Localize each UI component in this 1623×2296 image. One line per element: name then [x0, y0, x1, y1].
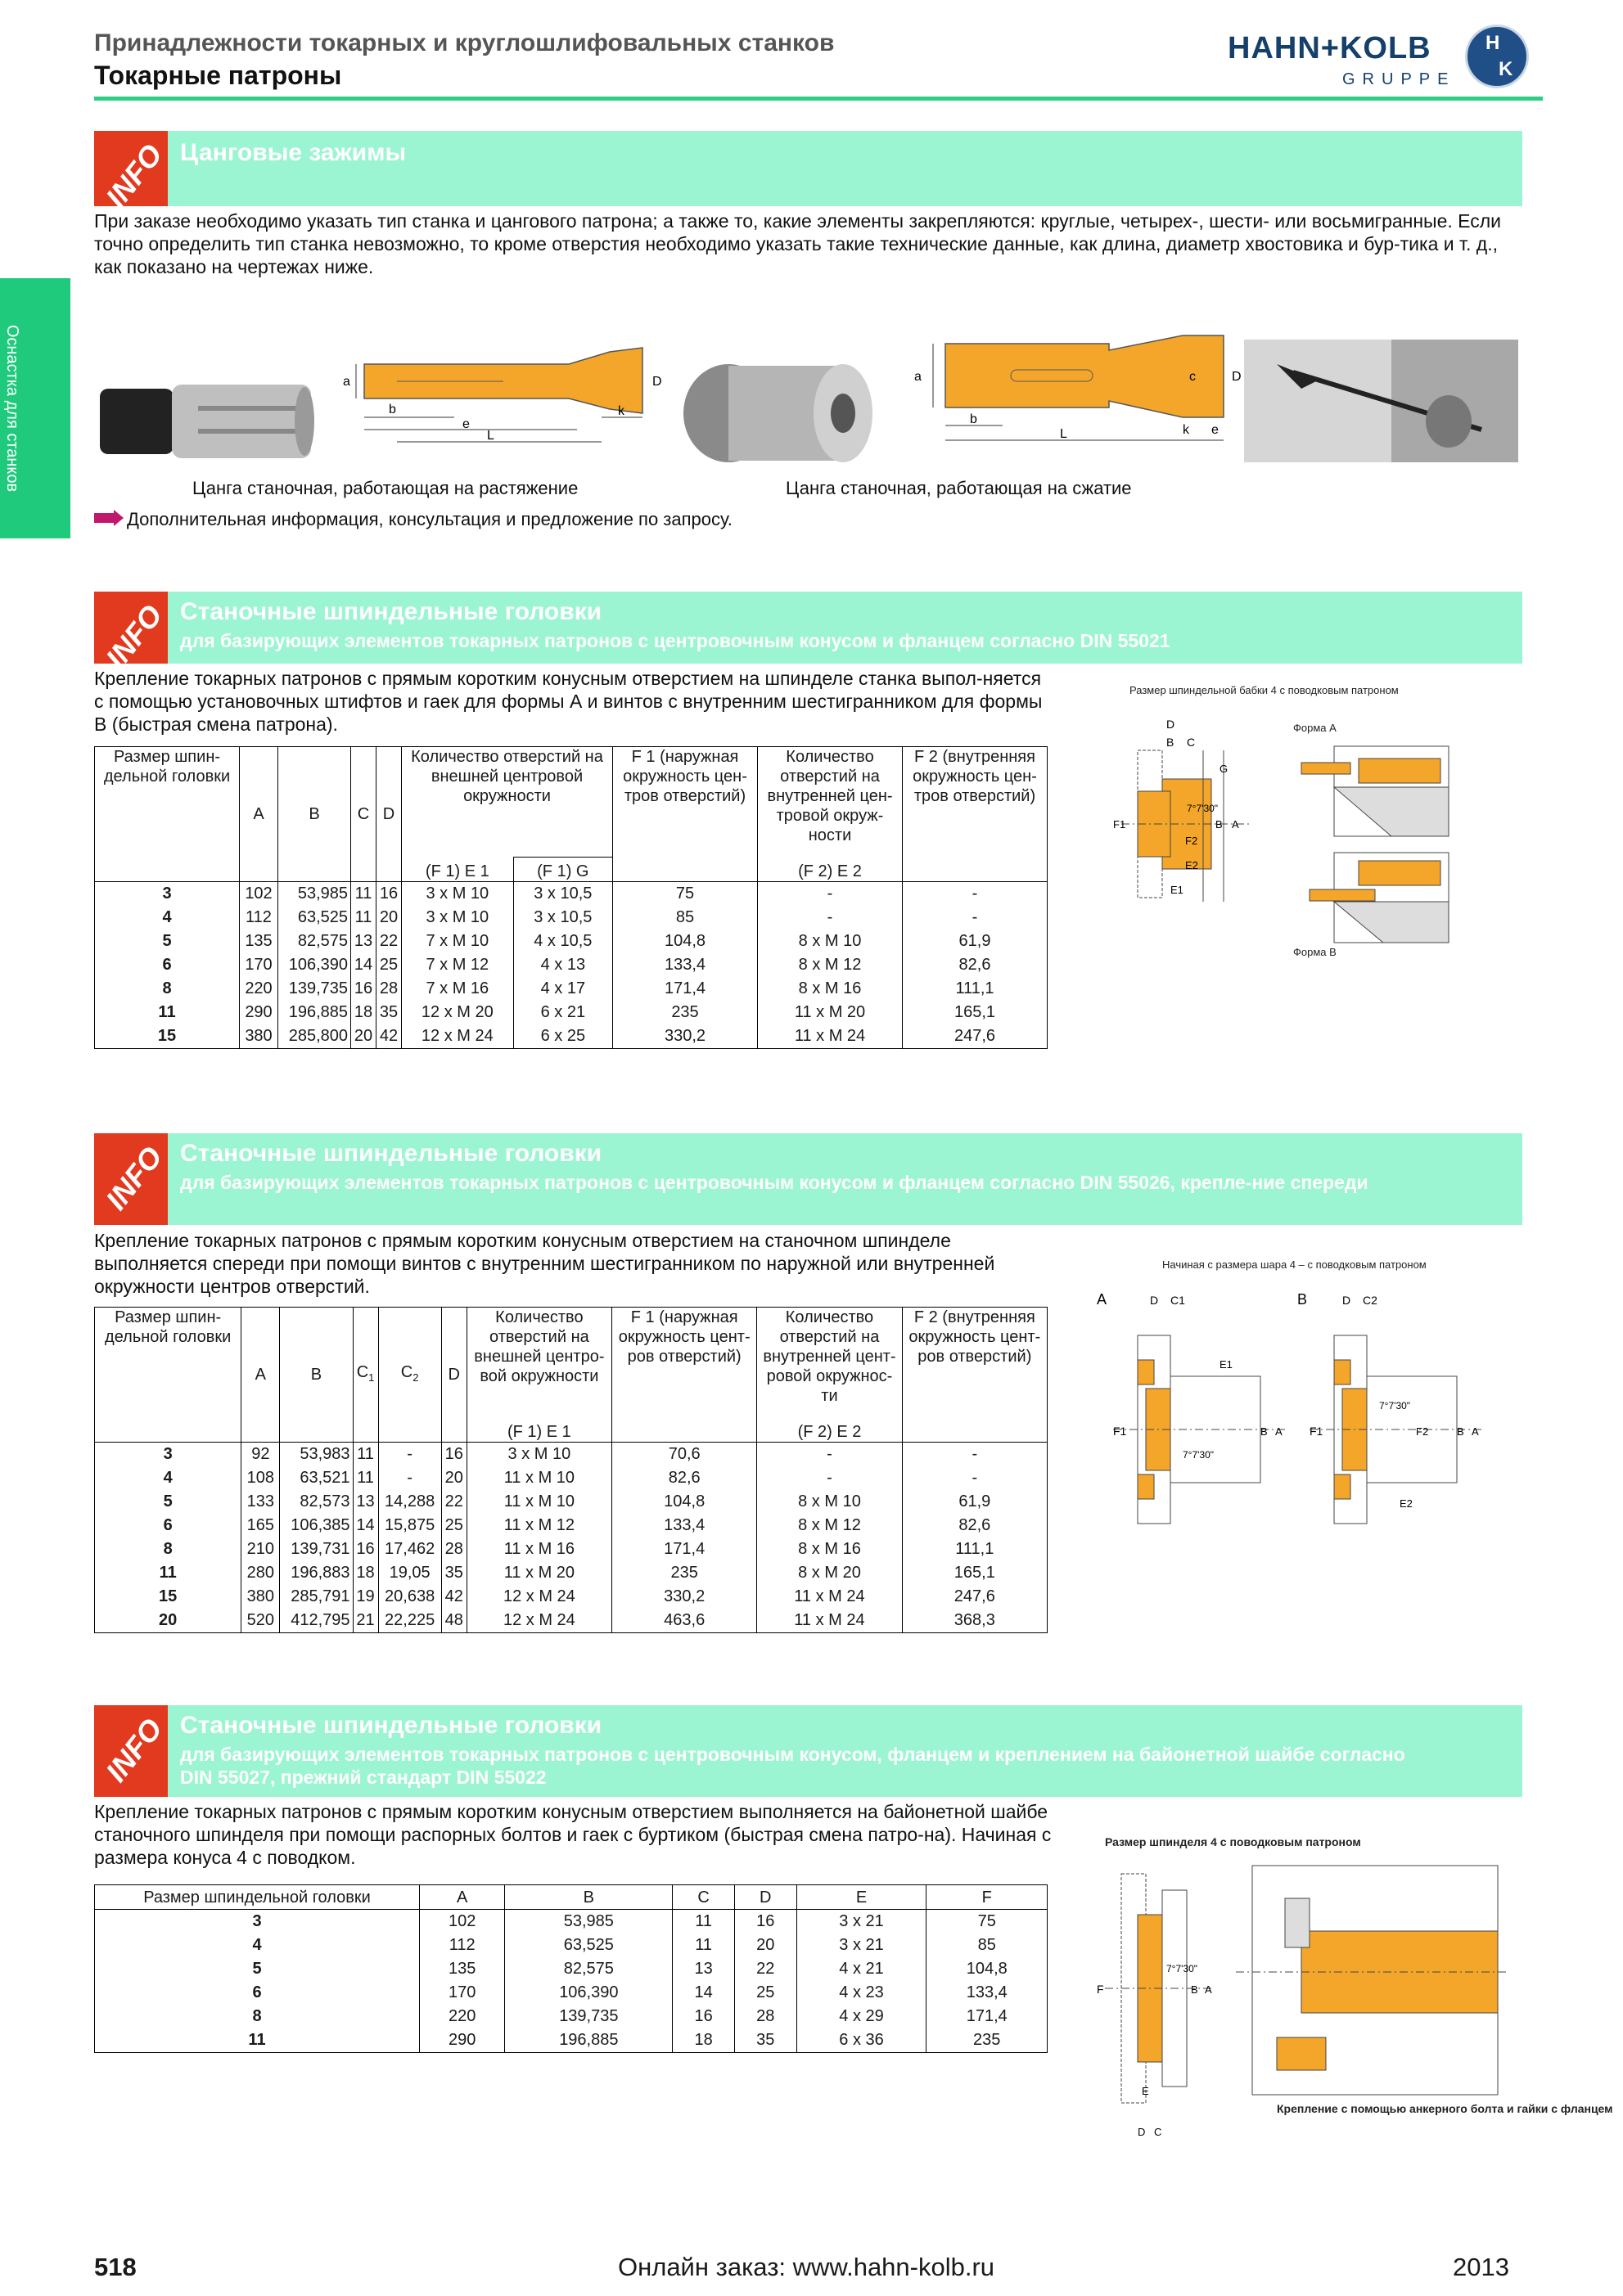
- logo-emblem-icon: [1465, 25, 1529, 88]
- dim-f1: F1: [1113, 1425, 1127, 1438]
- dim-e1: E1: [1170, 884, 1183, 896]
- form-a-label: Форма А: [1293, 722, 1337, 734]
- dim-e: E: [1142, 2085, 1149, 2097]
- info-badge-icon: INFO: [94, 1705, 168, 1797]
- dim-l-label-right: L: [1060, 427, 1067, 441]
- dim-f2: F2: [1185, 835, 1198, 847]
- dim-d-label-right: D: [1232, 370, 1242, 384]
- dim-d: D: [1166, 718, 1175, 731]
- dim-c-label-right: c: [1189, 370, 1196, 384]
- collet-compression-drawing: [896, 303, 1248, 458]
- dim-d-b: D: [1342, 1294, 1351, 1307]
- lathe-photo: [1244, 340, 1518, 462]
- fig-label-a: A: [1097, 1291, 1107, 1308]
- page-number: 518: [94, 2253, 137, 2281]
- spindle-table-din55027: Размер шпиндельной головки A B C D E F 3 102 53,985 11 16 3 x 21 75 4 112 63,525 11 20 3 x 21 85 5 135 82,575 13 22 4 x 21 104,8 6 170 106,390 14 25 4 x 23 133,4 8 220 139,735 16 28 4 x 29 171,4 11 290 196,885 18 35 6 x 36 235: [94, 1884, 1048, 2053]
- dim-b: B: [1191, 1983, 1198, 1996]
- caption-compression-collet: Цанга станочная, работающая на сжатие: [786, 478, 1132, 498]
- logo-wordmark: HAHN+KOLB: [1228, 31, 1431, 65]
- dim-f2: F2: [1416, 1425, 1429, 1438]
- table-row: 3 102 53,985 11 16 3 x 21 75: [95, 1910, 1048, 1934]
- request-note: Дополнительная информация, консультация и предложение по запросу.: [127, 509, 733, 529]
- table-row: 8 220 139,735 16 28 7 x M 16 4 x 17 171,4 8 x M 16 111,1: [95, 977, 1048, 1001]
- table-row: 6 165 106,385 14 15,875 25 11 x M 12 133,4 8 x M 12 82,6: [95, 1514, 1048, 1537]
- table-row: 4 108 63,521 11 - 20 11 x M 10 82,6 - -: [95, 1466, 1048, 1490]
- order-url[interactable]: Онлайн заказ: www.hahn-kolb.ru: [618, 2253, 995, 2281]
- dim-c1: C1: [1170, 1294, 1185, 1307]
- dim-a-label-right: a: [914, 370, 922, 384]
- dim-e1: E1: [1220, 1358, 1233, 1371]
- dim-a: A: [1232, 818, 1239, 831]
- dim-a: A: [1275, 1425, 1283, 1438]
- page-title: Токарные патроны: [94, 61, 342, 90]
- fig-caption: Начиная с размера шара 4 – с поводковым патроном: [1162, 1258, 1427, 1271]
- section-title: Станочные шпиндельные головки: [180, 1712, 602, 1739]
- dim-d-label: D: [652, 375, 662, 389]
- table-row: 5 135 82,575 13 22 4 x 21 104,8: [95, 1957, 1048, 1981]
- section-text: Крепление токарных патронов с прямым коротким конусным отверстием выполняется на байонетной шайбе станочного шпинделя при помощи распорных болтов и гаек с буртиком (быстрая смена патро-на). Начиная с размера конуса 4 с поводком.: [94, 1801, 1052, 1868]
- logo-letter-h: H: [1485, 32, 1500, 54]
- table-body: [95, 882, 1048, 1049]
- fig-label-b: B: [1297, 1291, 1308, 1308]
- catalog-section-title: Принадлежности токарных и круглошлифовальных станков: [94, 29, 835, 56]
- dim-f1: F1: [1113, 818, 1126, 831]
- section-title: Цанговые зажимы: [180, 139, 407, 166]
- section-text: При заказе необходимо указать тип станка и цангового патрона; а также то, какие элементы закрепляются: круглые, четырех-, шести- или восьмигранные. Если точно определить тип станка невозможно, то кроме отверстия необходимо указать такие технические данные, как длина, диаметр хвостовика и бур-тика и т. д., как показано на чертежах ниже.: [94, 210, 1502, 277]
- catalog-year: 2013: [1453, 2253, 1509, 2281]
- arrow-right-icon: [94, 510, 125, 526]
- table-row: 11 290 196,885 18 35 6 x 36 235: [95, 2028, 1048, 2053]
- dim-l-label: L: [487, 429, 494, 443]
- dim-e-label-right: e: [1211, 423, 1219, 437]
- section-text: Крепление токарных патронов с прямым коротким конусным отверстием на станочном шпинделе выполняется спереди при помощи винтов с внутренним шестигранником по наружной или внутренней окружности центров отверстий.: [94, 1230, 995, 1297]
- dim-k-label: k: [618, 404, 624, 418]
- dim-c2: C2: [1363, 1294, 1377, 1307]
- dim-b-b: B: [1457, 1425, 1464, 1438]
- section-banner-collets: [94, 131, 1522, 214]
- info-badge-icon: INFO: [94, 592, 168, 664]
- dim-c: C: [1187, 736, 1196, 749]
- fig-caption-2: Крепление с помощью анкерного болта и гайки с фланцем: [1277, 2102, 1613, 2115]
- table-row: 15 380 285,800 20 42 12 x M 24 6 x 25 330,2 11 x M 24 247,6: [95, 1024, 1048, 1049]
- section-title: Станочные шпиндельные головки: [180, 1140, 602, 1167]
- section-title: Станочные шпиндельные головки: [180, 598, 602, 625]
- table-row: 11 280 196,883 18 19,05 35 11 x M 20 235 8 x M 20 165,1: [95, 1561, 1048, 1585]
- info-badge-icon: INFO: [94, 1133, 168, 1225]
- spindle-head-drawing-din55026: [1089, 1254, 1514, 1564]
- section-text: Крепление токарных патронов с прямым коротким конусным отверстием на шпинделе станка выпол-няется с помощью установочных штифтов и гаек для формы А и винтов с внутренним шестигранником для формы В (быстрая смена патрона).: [94, 668, 1043, 735]
- table-body: [95, 1443, 1048, 1633]
- dim-f1-b: F1: [1310, 1425, 1323, 1438]
- section-subtitle: для базирующих элементов токарных патронов с центровочным конусом и фланцем согласно DIN 55021: [180, 630, 1170, 651]
- table-row: 5 133 82,573 13 14,288 22 11 x M 10 104,8 8 x M 10 61,9: [95, 1490, 1048, 1514]
- form-b-label: Форма В: [1293, 946, 1337, 958]
- spindle-head-drawing-din55027: [1089, 1833, 1613, 2144]
- table-row: 6 170 106,390 14 25 7 x M 12 4 x 13 133,4 8 x M 12 82,6: [95, 953, 1048, 977]
- logo-gruppe: GRUPPE: [1342, 70, 1456, 88]
- spindle-head-drawing-din55021: [1089, 681, 1514, 975]
- side-tab-label: Оснастка для станков: [3, 324, 21, 493]
- table-row: 20 520 412,795 21 22,225 48 12 x M 24 463,6 11 x M 24 368,3: [95, 1609, 1048, 1633]
- dim-e2: E2: [1400, 1497, 1413, 1510]
- spindle-table-din55021: Размер шпин-дельной головки A B C D Количество отверстий на внешней центровой окружности F 1 (наружная окружность цен-тров отверстий) Количество отверстий на внутренней цен-тровой окруж-ности F 2 (внутренняя окружность цен-тров отверстий) (F 1) E 1 (F 1) G (F 2) E 2 3 102 53,985 11 16 3 x M 10 3 x 10,5 75 - - 4 112 63,525 11 20 3 x M 10 3 x 10,5 85 - - 5 135 82,575 13 22 7 x M 10 4 x 10,5 104,8 8 x M 10 61,9 6 170 106,390 14 25 7 x M 12 4 x 13 133,4 8 x M 12 82,6 8 220 139,735 16 28 7 x M 16 4 x 17 171,4 8 x M 16 111,1 11 290 196,885 18 35 12 x M 20 6 x 21 235 11 x M 20 165,1 15 380 285,800 20 42 12 x M 24 6 x 25 330,2 11 x M 24 247,6: [94, 746, 1048, 1049]
- info-badge-icon: INFO: [94, 131, 168, 206]
- dim-angle-b: 7°7'30": [1379, 1400, 1411, 1411]
- dim-e2: E2: [1185, 859, 1198, 871]
- caption-tension-collet: Цанга станочная, работающая на растяжение: [192, 478, 579, 498]
- section-banner-din55026: [94, 1133, 1522, 1225]
- table-row: 4 112 63,525 11 20 3 x 21 85: [95, 1934, 1048, 1957]
- section-subtitle: для базирующих элементов токарных патронов с центровочным конусом и фланцем согласно DIN 55026, крепле-ние спереди: [180, 1172, 1368, 1193]
- spindle-table-din55026: Размер шпин-дельной головки A B $C_1$ $C_2$ D Количество отверстий на внешней центро-вой окружности F 1 (наружная окружность цент-ров отверстий) Количество отверстий на внутренней цент-ровой окружнос-ти F 2 (внутренняя окружность цент-ров отверстий) (F 1) E 1 (F 2) E 2 3 92 53,983 11 - 16 3 x M 10 70,6 - - 4 108 63,521 11 - 20 11 x M 10 82,6 - - 5 133 82,573 13 14,288 22 11 x M 10 104,8 8 x M 10 61,9 6 165 106,385 14 15,875 25 11 x M 12 133,4 8 x M 12 82,6 8 210 139,731 16 17,462 28 11 x M 16 171,4 8 x M 16 111,1 11 280 196,883 18 19,05 35 11 x M 20 235 8 x M 20 165,1 15 380 285,791 19 20,638 42 12 x M 24 330,2 11 x M 24 247,6 20 520 412,795 21 22,225 48 12 x M 24 463,6 11 x M 24 368,3: [94, 1307, 1048, 1633]
- dim-k-label-right: k: [1183, 423, 1189, 437]
- brand-logo: [1228, 25, 1539, 90]
- dim-b2: B: [1215, 818, 1223, 831]
- table-row: 8 210 139,731 16 17,462 28 11 x M 16 171,4 8 x M 16 111,1: [95, 1537, 1048, 1561]
- fig-caption: Размер шпиндельной бабки 4 с поводковым патроном: [1129, 684, 1399, 696]
- table-row: 11 290 196,885 18 35 12 x M 20 6 x 21 235 11 x M 20 165,1: [95, 1001, 1048, 1024]
- collet-tension-photo: [100, 360, 313, 475]
- dim-c: C: [1154, 2126, 1162, 2138]
- section-subtitle: для базирующих элементов токарных патронов с центровочным конусом, фланцем и креплением на байонетной шайбе согласно DIN 55027, прежний стандарт DIN 55022: [180, 1744, 1405, 1788]
- table-row: 3 92 53,983 11 - 16 3 x M 10 70,6 - -: [95, 1443, 1048, 1467]
- header-divider: [94, 97, 1543, 101]
- section-banner-din55027: [94, 1705, 1522, 1797]
- dim-g: G: [1220, 763, 1229, 775]
- fig-caption: Размер шпинделя 4 с поводковым патроном: [1105, 1835, 1361, 1848]
- section-banner-din55021: [94, 592, 1522, 675]
- logo-letter-k: K: [1499, 58, 1513, 80]
- table-row: 8 220 139,735 16 28 4 x 29 171,4: [95, 2005, 1048, 2028]
- table-body: [95, 1910, 1048, 2053]
- dim-b-label: b: [389, 403, 396, 416]
- collet-tension-drawing: [331, 315, 667, 450]
- dim-d: D: [1150, 1294, 1159, 1307]
- dim-a-b: A: [1472, 1425, 1479, 1438]
- dim-e-label: e: [462, 417, 470, 431]
- side-tab[interactable]: [0, 278, 70, 538]
- dim-angle: 7°7'30": [1183, 1449, 1215, 1461]
- dim-angle: 7°7'30": [1166, 1963, 1198, 1974]
- table-row: 6 170 106,390 14 25 4 x 23 133,4: [95, 1981, 1048, 2005]
- table-row: 4 112 63,525 11 20 3 x M 10 3 x 10,5 85 - -: [95, 906, 1048, 930]
- dim-angle: 7°7'30": [1187, 803, 1219, 814]
- table-row: 3 102 53,985 11 16 3 x M 10 3 x 10,5 75 - -: [95, 882, 1048, 907]
- dim-f: F: [1097, 1983, 1104, 1996]
- collet-compression-photo: [671, 348, 876, 479]
- dim-d: D: [1138, 2126, 1146, 2138]
- table-row: 5 135 82,575 13 22 7 x M 10 4 x 10,5 104,8 8 x M 10 61,9: [95, 930, 1048, 953]
- dim-a-label: a: [343, 375, 350, 389]
- dim-b: B: [1166, 736, 1174, 749]
- table-row: 15 380 285,791 19 20,638 42 12 x M 24 330,2 11 x M 24 247,6: [95, 1585, 1048, 1609]
- dim-a: A: [1205, 1983, 1212, 1996]
- dim-b-label-right: b: [970, 412, 977, 426]
- dim-b: B: [1260, 1425, 1268, 1438]
